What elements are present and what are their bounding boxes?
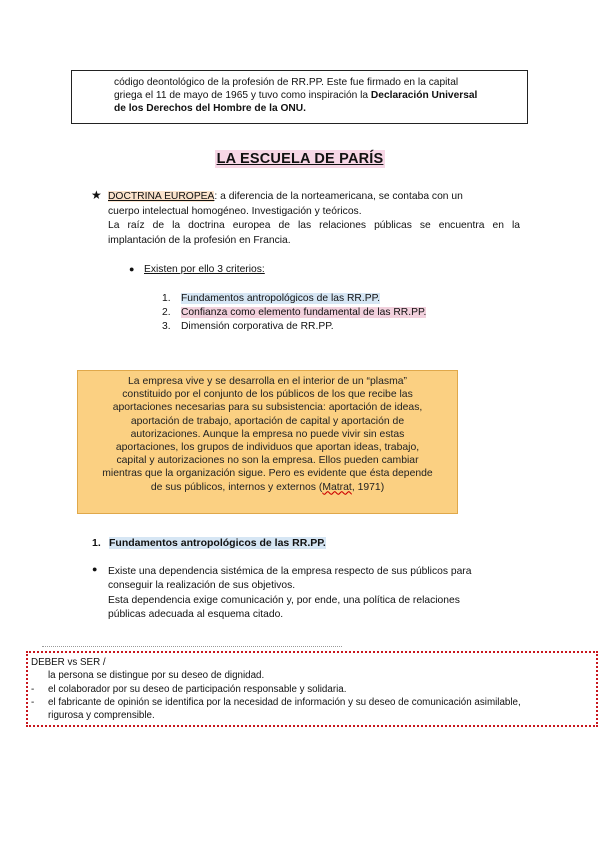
doctrina-paragraph [108,190,520,248]
star-bullet-icon: ★ [91,188,102,202]
quote-line: mientras que la organización sigue. Pero es evidente que ésta depende [102,468,433,480]
quote-line: aportaciones necesarias para su subsistencia: aportación de ideas, [112,402,423,414]
quote-line: La empresa vive y se desarrolla en el interior de un “plasma” [128,376,407,387]
quote-line: aportaciones, los grupos de individuos que aportan ideas, trabajo, [115,442,420,454]
section-heading [92,537,326,549]
doctrina-line-3: La raíz de la doctrina europea de las relaciones públicas se encuentra en la [108,220,520,231]
doctrina-label: DOCTRINA EUROPEA [108,191,215,202]
criterio-text: Confianza como elemento fundamental de las RR.PP. [181,307,427,318]
note-line-2 [114,89,517,102]
note-line-2-bold: Declaración Universal [370,90,478,101]
criterio-num: 3. [162,321,171,332]
quote-line: autorizaciones. Aunque la empresa no puede vivir sin estas [130,428,405,440]
quote-last-pre: de sus públicos, internos y externos ( [150,481,323,493]
deber-dash: - [31,696,35,708]
criterio-item-1 [162,292,426,306]
quote-line: aportación de trabajo, aportación de capital y aportación de [130,415,405,427]
criterios-label: Existen por ello 3 criterios: [144,264,265,275]
bullet-dot-icon: ● [92,564,98,574]
deber-row [31,709,596,722]
matrat-quote-box [77,370,458,514]
criterio-item-3 [162,320,426,334]
criterio-num: 2. [162,307,171,318]
quote-line: constituido por el conjunto de los públicos de los que recibe las [122,389,413,401]
criterio-text: Fundamentos antropológicos de las RR.PP. [181,293,380,304]
paragraph-line: públicas adecuada al esquema citado. [108,608,284,620]
criterios-bullet-item [129,264,265,275]
criterio-text: Dimensión corporativa de RR.PP. [181,321,334,332]
deber-row-text: el fabricante de opinión se identifica por la necesidad de información y su deseo de comunicación asimilable, [48,696,521,708]
deber-row [31,669,596,682]
bullet-dot-icon: ● [129,264,135,274]
page-title-text: LA ESCUELA DE PARÍS [216,151,384,167]
doctrina-line-2: cuerpo intelectual homogéneo. Investigación y teóricos. [108,205,362,217]
criterios-list [162,292,426,334]
deber-heading: DEBER vs SER / [31,657,106,668]
note-line-1: código deontológico de la profesión de RR.PP. Este fue firmado en la capital [114,77,459,88]
page-title [0,150,600,168]
paragraph-line: Esta dependencia exige comunicación y, por ende, una política de relaciones [108,594,460,606]
section-title: Fundamentos antropológicos de las RR.PP. [109,537,326,549]
doctrina-line-1 [108,190,520,205]
criterio-num: 1. [162,293,171,304]
doctrina-line-1-text: : a diferencia de la norteamericana, se contaba con un [214,191,463,202]
doctrina-line-4: implantación de la profesión en Francia. [108,234,291,246]
deber-row-text: la persona se distingue por su deseo de dignidad. [48,670,265,682]
quote-last-post: , 1971) [351,481,385,493]
quote-line: capital y autorizaciones no son la empresa. Ellos pueden cambiar [116,455,419,467]
deber-row-text: rigurosa y comprensible. [48,710,155,722]
quote-author: Matrat [322,481,352,493]
deber-dash: - [31,683,35,695]
deber-vs-ser-box [26,651,598,727]
divider [42,646,342,647]
note-line-3-bold: de los Derechos del Hombre de la ONU. [114,103,306,114]
deber-row [31,696,596,709]
dependencia-paragraph [108,565,508,622]
deber-row [31,683,596,696]
note-line-2-text: griega el 11 de mayo de 1965 y tuvo como inspiración la [114,90,371,101]
paragraph-line: conseguir la realización de sus objetivos. [108,580,296,592]
declaration-note-box [71,70,528,124]
note-line-3 [114,102,517,115]
deber-row-text: el colaborador por su deseo de participación responsable y solidaria. [48,683,347,695]
quote-line-last [86,481,449,494]
section-number: 1. [92,537,101,549]
criterio-item-2 [162,306,426,320]
paragraph-line: Existe una dependencia sistémica de la empresa respecto de sus públicos para [108,566,472,577]
